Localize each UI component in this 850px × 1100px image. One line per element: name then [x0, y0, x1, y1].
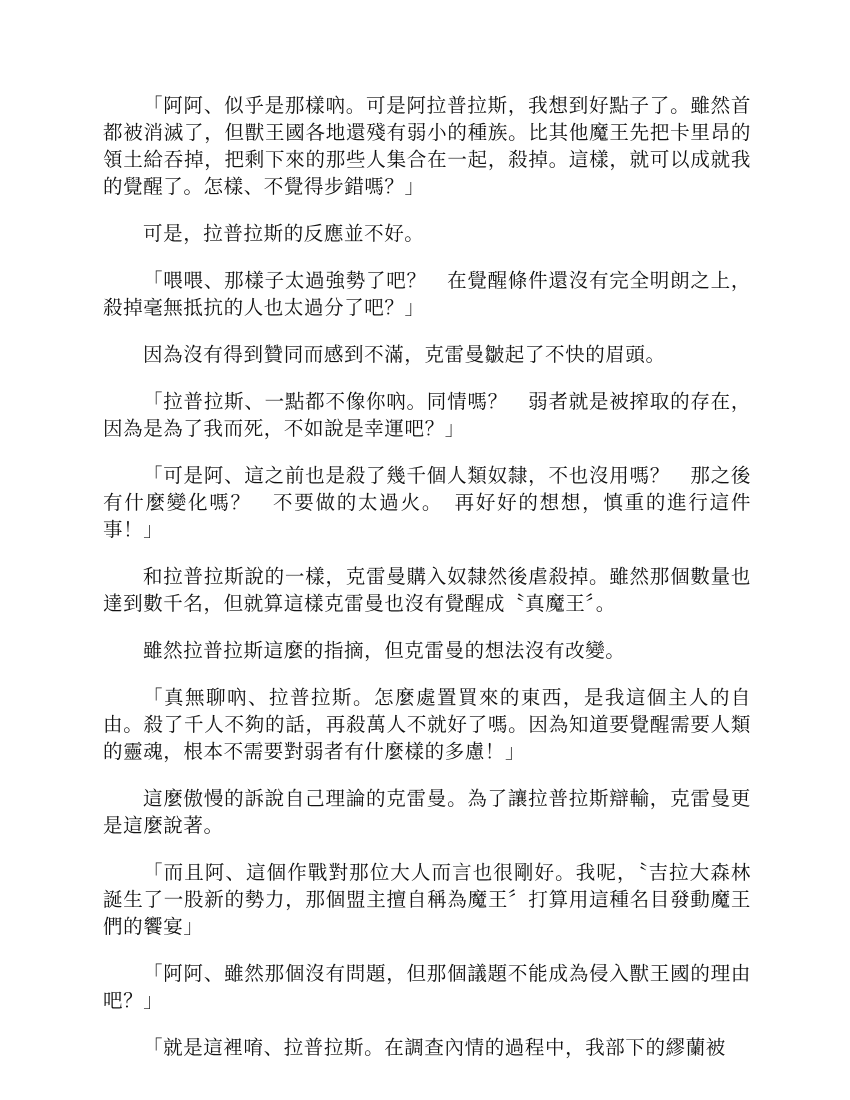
- paragraph: 「阿阿、雖然那個沒有問題，但那個議題不能成為侵入獸王國的理由吧？」: [103, 962, 751, 1012]
- paragraph: 「而且阿、這個作戰對那位大人而言也很剛好。我呢，〝吉拉大森林誕生了一股新的勢力，那個盟主擅自稱為魔王〞打算用這種名目發動魔王們的饗宴」: [103, 861, 751, 938]
- paragraph: 「真無聊吶、拉普拉斯。怎麼處置買來的東西，是我這個主人的自由。殺了千人不夠的話，再殺萬人不就好了嗎。因為知道要覺醒需要人類的靈魂，根本不需要對弱者有什麼樣的多慮！」: [103, 686, 751, 763]
- paragraph: 「就是這裡唷、拉普拉斯。在調查內情的過程中，我部下的繆蘭被: [143, 1036, 726, 1059]
- paragraph: 雖然拉普拉斯這麼的指摘，但克雷曼的想法沒有改變。: [143, 639, 626, 662]
- paragraph: 「喂喂、那樣子太過強勢了吧？ 在覺醒條件還沒有完全明朗之上，殺掉毫無抵抗的人也太過分了吧？」: [103, 269, 751, 319]
- paragraph: 「阿阿、似乎是那樣吶。可是阿拉普拉斯，我想到好點子了。雖然首都被消滅了，但獸王國各地還殘有弱小的種族。比其他魔王先把卡里昂的領土給吞掉，把剩下來的那些人集合在一起，殺掉。這樣，就可以成就我的覺醒了。怎樣、不覺得步錯嗎？」: [103, 94, 751, 198]
- paragraph: 「可是阿、這之前也是殺了幾千個人類奴隸，不也沒用嗎？ 那之後有什麼變化嗎？ 不要做的太過火。 再好好的想想，慎重的進行這件事！」: [103, 464, 751, 541]
- document-body: [103, 92, 751, 1081]
- paragraph: 這麼傲慢的訴說自己理論的克雷曼。為了讓拉普拉斯辯輸，克雷曼更是這麼說著。: [103, 787, 751, 837]
- paragraph: 「拉普拉斯、一點都不像你吶。同情嗎？ 弱者就是被搾取的存在，因為是為了我而死，不如說是幸運吧？」: [103, 390, 751, 440]
- paragraph: 和拉普拉斯說的一樣，克雷曼購入奴隸然後虐殺掉。雖然那個數量也達到數千名，但就算這樣克雷曼也沒有覺醒成〝真魔王〞。: [103, 565, 751, 615]
- paragraph: 可是，拉普拉斯的反應並不好。: [143, 222, 425, 245]
- paragraph: 因為沒有得到贊同而感到不滿，克雷曼皺起了不快的眉頭。: [143, 343, 666, 366]
